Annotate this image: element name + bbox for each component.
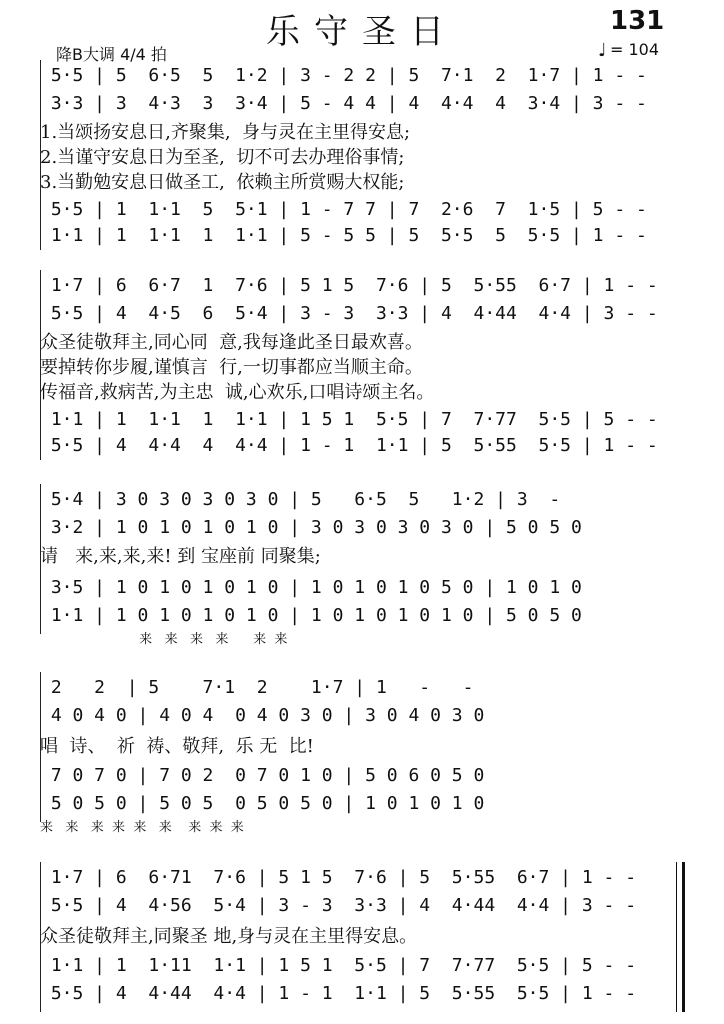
final-barline-thick <box>682 862 685 1012</box>
hymn-number: 131 <box>610 6 665 36</box>
lyric-verse-1: 1.当颂扬安息日,齐聚集, 身与灵在主里得安息; <box>40 122 411 143</box>
tenor-line: 1·1 | 1 1·1 1 1·1 | 1 5 1 5·5 | 7 7·77 5·5 | 5 - - <box>40 409 658 430</box>
bass-line: 5 0 5 0 | 5 0 5 0 5 0 5 0 | 1 0 1 0 1 0 <box>40 793 485 814</box>
bass-line: 1·1 | 1 1·1 1 1·1 | 5 - 5 5 | 5 5·5 5 5·5 | 1 - - <box>40 225 647 246</box>
page-title: 乐守圣日 <box>266 12 458 52</box>
response-lyric: 来 来 来 来 来 来 <box>40 632 288 647</box>
tenor-line: 1·1 | 1 1·11 1·1 | 1 5 1 5·5 | 7 7·77 5·5 | 5 - - <box>40 955 637 976</box>
lyric-line: 众圣徒敬拜主,同聚圣 地,身与灵在主里得安息。 <box>40 926 418 947</box>
lyric-line: 唱 诗、 祈 祷、敬拜, 乐 无 比! <box>40 736 314 757</box>
response-lyric: 来 来 来 来 来 来 来 来 来 <box>40 820 244 835</box>
bass-line: 1·1 | 1 0 1 0 1 0 1 0 | 1 0 1 0 1 0 1 0 | 5 0 5 0 <box>40 605 582 626</box>
lyric-verse-2: 要掉转你步履,谨慎言 行,一切事都应当顺主命。 <box>40 357 423 378</box>
system-1 <box>40 60 692 250</box>
system-4 <box>40 672 692 842</box>
soprano-line: 1·7 | 6 6·71 7·6 | 5 1 5 7·6 | 5 5·55 6·7 | 1 - - <box>40 867 637 888</box>
system-3 <box>40 484 692 654</box>
soprano-line: 1·7 | 6 6·7 1 7·6 | 5 1 5 7·6 | 5 5·55 6·7 | 1 - - <box>40 275 658 296</box>
lyric-line: 请 来,来,来,来! 到 宝座前 同聚集; <box>40 546 321 567</box>
lyric-verse-3: 传福音,救病苦,为主忠 诚,心欢乐,口唱诗颂主名。 <box>40 382 435 403</box>
alto-line: 3·2 | 1 0 1 0 1 0 1 0 | 3 0 3 0 3 0 3 0 | 5 0 5 0 <box>40 517 582 538</box>
tenor-line: 5·5 | 1 1·1 5 5·1 | 1 - 7 7 | 7 2·6 7 1·5 | 5 - - <box>40 199 647 220</box>
lyric-verse-3: 3.当勤勉安息日做圣工, 依赖主所赏赐大权能; <box>40 172 405 193</box>
bass-line: 5·5 | 4 4·44 4·4 | 1 - 1 1·1 | 5 5·55 5·5 | 1 - - <box>40 983 637 1004</box>
alto-line: 4 0 4 0 | 4 0 4 0 4 0 3 0 | 3 0 4 0 3 0 <box>40 705 485 726</box>
soprano-line: 5·5 | 5 6·5 5 1·2 | 3 - 2 2 | 5 7·1 2 1·7 | 1 - - <box>40 65 647 86</box>
lyric-verse-1: 众圣徒敬拜主,同心同 意,我每逢此圣日最欢喜。 <box>40 332 423 353</box>
soprano-line: 2 2 | 5 7·1 2 1·7 | 1 - - <box>40 677 474 698</box>
tenor-line: 7 0 7 0 | 7 0 2 0 7 0 1 0 | 5 0 6 0 5 0 <box>40 765 485 786</box>
tenor-line: 3·5 | 1 0 1 0 1 0 1 0 | 1 0 1 0 1 0 5 0 | 1 0 1 0 <box>40 577 582 598</box>
system-5 <box>40 862 692 1012</box>
quarter-note-icon: ♩ <box>598 40 607 61</box>
system-2 <box>40 270 692 460</box>
key-signature: 降B大调 4/4 拍 <box>56 45 167 64</box>
bass-line: 5·5 | 4 4·4 4 4·4 | 1 - 1 1·1 | 5 5·55 5·5 | 1 - - <box>40 435 658 456</box>
final-barline-thin <box>676 862 677 1012</box>
alto-line: 5·5 | 4 4·56 5·4 | 3 - 3 3·3 | 4 4·44 4·4 | 3 - - <box>40 895 637 916</box>
lyric-verse-2: 2.当谨守安息日为至圣, 切不可去办理俗事情; <box>40 147 405 168</box>
alto-line: 3·3 | 3 4·3 3 3·4 | 5 - 4 4 | 4 4·4 4 3·4 | 3 - - <box>40 93 647 114</box>
alto-line: 5·5 | 4 4·5 6 5·4 | 3 - 3 3·3 | 4 4·44 4·4 | 3 - - <box>40 303 658 324</box>
tempo-marking: = 104 <box>610 40 660 59</box>
soprano-line: 5·4 | 3 0 3 0 3 0 3 0 | 5 6·5 5 1·2 | 3 - <box>40 489 561 510</box>
